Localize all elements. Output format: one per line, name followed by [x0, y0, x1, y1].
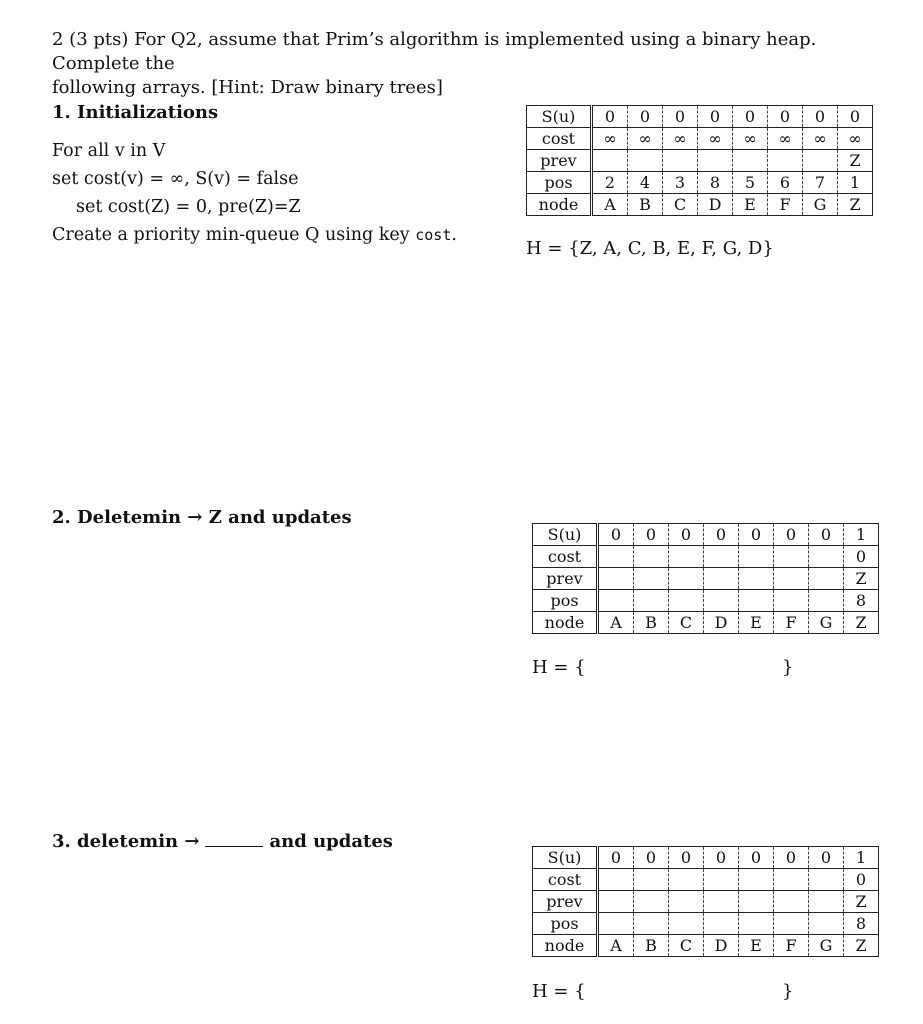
array-cell: A	[592, 194, 628, 216]
array-cell	[634, 891, 669, 913]
row-label: prev	[527, 150, 592, 172]
array-cell: 8	[698, 172, 733, 194]
step-set-cost-z: set cost(Z) = 0, pre(Z)=Z	[76, 197, 301, 217]
array-cell	[669, 913, 704, 935]
array-cell: Z	[838, 150, 873, 172]
array-cell: 0	[809, 847, 844, 869]
array-cell: 8	[844, 913, 879, 935]
problem-statement	[52, 28, 882, 100]
array-cell: 0	[598, 524, 634, 546]
array-cell: E	[739, 612, 774, 634]
row-cost	[533, 869, 879, 891]
problem-line-2: following arrays. [Hint: Draw binary trees]	[52, 77, 443, 98]
array-cell	[592, 150, 628, 172]
array-cell	[768, 150, 803, 172]
row-node	[533, 612, 879, 634]
array-cell: 0	[838, 106, 873, 128]
array-cell: 0	[634, 524, 669, 546]
array-cell	[669, 590, 704, 612]
array-cell: Z	[844, 935, 879, 957]
array-cell	[669, 568, 704, 590]
row-su	[533, 847, 879, 869]
section-3-title	[52, 831, 393, 852]
array-cell: 1	[844, 524, 879, 546]
array-cell	[663, 150, 698, 172]
array-cell	[739, 869, 774, 891]
array-cell	[704, 546, 739, 568]
array-cell: Z	[838, 194, 873, 216]
array-cell	[774, 869, 809, 891]
section-1-title: 1. Initializations	[52, 102, 219, 123]
array-cell	[628, 150, 663, 172]
array-cell: 2	[592, 172, 628, 194]
row-label: prev	[533, 891, 598, 913]
array-cell: 0	[698, 106, 733, 128]
array-cell	[598, 590, 634, 612]
array-cell	[774, 891, 809, 913]
array-cell: ∞	[803, 128, 838, 150]
array-cell: 0	[768, 106, 803, 128]
array-cell: Z	[844, 891, 879, 913]
array-cell: D	[704, 612, 739, 634]
array-cell	[704, 590, 739, 612]
row-prev	[533, 568, 879, 590]
row-cost	[533, 546, 879, 568]
queue-suffix: .	[451, 225, 457, 245]
step-create-queue	[52, 221, 457, 249]
section-2-title: 2. Deletemin → Z and updates	[52, 507, 352, 528]
array-cell: 0	[774, 847, 809, 869]
array-cell: F	[774, 612, 809, 634]
row-cost	[527, 128, 873, 150]
array-cell	[774, 546, 809, 568]
step2-heap-open: H = {	[532, 657, 586, 678]
array-cell: D	[704, 935, 739, 957]
array-cell: 0	[669, 847, 704, 869]
array-cell: G	[809, 612, 844, 634]
array-cell	[598, 869, 634, 891]
array-cell	[739, 568, 774, 590]
array-cell: ∞	[628, 128, 663, 150]
array-cell: C	[669, 935, 704, 957]
array-cell: 0	[809, 524, 844, 546]
array-cell	[634, 869, 669, 891]
row-label: node	[533, 612, 598, 634]
array-cell: 0	[844, 546, 879, 568]
row-node	[533, 935, 879, 957]
array-cell: A	[598, 935, 634, 957]
section-1-steps	[52, 137, 457, 249]
array-cell: 0	[803, 106, 838, 128]
step3-heap-close: }	[782, 981, 794, 1002]
array-cell: B	[628, 194, 663, 216]
array-cell: 3	[663, 172, 698, 194]
step3-array-table	[532, 846, 879, 957]
row-prev	[527, 150, 873, 172]
row-label: node	[527, 194, 592, 216]
array-cell: ∞	[768, 128, 803, 150]
array-cell: G	[809, 935, 844, 957]
row-label: S(u)	[533, 847, 598, 869]
array-cell: F	[768, 194, 803, 216]
section-3-title-prefix: 3. deletemin →	[52, 831, 200, 852]
array-cell: 0	[628, 106, 663, 128]
step2-array-table	[532, 523, 879, 634]
row-label: cost	[527, 128, 592, 150]
array-cell: 0	[592, 106, 628, 128]
array-cell	[598, 546, 634, 568]
array-cell: G	[803, 194, 838, 216]
array-cell	[698, 150, 733, 172]
array-cell: 1	[844, 847, 879, 869]
row-label: S(u)	[533, 524, 598, 546]
array-cell	[669, 546, 704, 568]
array-cell	[803, 150, 838, 172]
array-cell	[809, 568, 844, 590]
array-cell: E	[739, 935, 774, 957]
array-cell: B	[634, 612, 669, 634]
step3-heap-open: H = {	[532, 981, 586, 1002]
step-set-cost: set cost(v) = ∞, S(v) = false	[52, 169, 299, 189]
array-cell: 0	[704, 524, 739, 546]
row-label: node	[533, 935, 598, 957]
array-cell: 8	[844, 590, 879, 612]
row-label: cost	[533, 546, 598, 568]
array-cell	[704, 891, 739, 913]
row-pos	[533, 913, 879, 935]
array-cell	[739, 546, 774, 568]
array-cell: C	[669, 612, 704, 634]
array-cell	[704, 568, 739, 590]
array-cell	[704, 913, 739, 935]
array-cell: E	[733, 194, 768, 216]
array-cell	[739, 913, 774, 935]
array-cell: ∞	[663, 128, 698, 150]
array-cell: F	[774, 935, 809, 957]
array-cell	[598, 891, 634, 913]
queue-prefix: Create a priority min-queue Q using key	[52, 225, 416, 245]
init-heap: H = {Z, A, C, B, E, F, G, D}	[526, 238, 774, 259]
array-cell: 6	[768, 172, 803, 194]
array-cell	[774, 590, 809, 612]
init-array-table	[526, 105, 873, 216]
row-su	[533, 524, 879, 546]
row-pos	[533, 590, 879, 612]
row-label: cost	[533, 869, 598, 891]
array-cell: 0	[739, 847, 774, 869]
array-cell: 0	[739, 524, 774, 546]
array-cell: 0	[774, 524, 809, 546]
array-cell	[598, 568, 634, 590]
step2-heap-close: }	[782, 657, 794, 678]
section-3-title-suffix: and updates	[269, 831, 393, 852]
array-cell: 0	[704, 847, 739, 869]
array-cell: ∞	[698, 128, 733, 150]
array-cell	[774, 913, 809, 935]
array-cell: 0	[598, 847, 634, 869]
array-cell	[598, 913, 634, 935]
array-cell	[669, 891, 704, 913]
array-cell	[809, 546, 844, 568]
array-cell: 4	[628, 172, 663, 194]
array-cell: 0	[844, 869, 879, 891]
array-cell	[809, 891, 844, 913]
array-cell: 0	[634, 847, 669, 869]
array-cell: 0	[663, 106, 698, 128]
row-prev	[533, 891, 879, 913]
array-cell	[739, 590, 774, 612]
array-cell: 1	[838, 172, 873, 194]
array-cell	[634, 590, 669, 612]
row-pos	[527, 172, 873, 194]
row-label: S(u)	[527, 106, 592, 128]
array-cell: D	[698, 194, 733, 216]
row-label: pos	[533, 913, 598, 935]
array-cell: C	[663, 194, 698, 216]
step-for-all: For all v in V	[52, 141, 166, 161]
array-cell: ∞	[592, 128, 628, 150]
array-cell	[733, 150, 768, 172]
row-node	[527, 194, 873, 216]
row-label: pos	[533, 590, 598, 612]
array-cell: ∞	[733, 128, 768, 150]
array-cell	[634, 568, 669, 590]
array-cell	[669, 869, 704, 891]
array-cell: Z	[844, 612, 879, 634]
array-cell	[809, 869, 844, 891]
answer-blank	[205, 846, 263, 847]
array-cell: B	[634, 935, 669, 957]
array-cell	[634, 546, 669, 568]
array-cell: 5	[733, 172, 768, 194]
row-label: pos	[527, 172, 592, 194]
problem-line-1: 2 (3 pts) For Q2, assume that Prim’s algorithm is implemented using a binary heap. Complete the	[52, 29, 817, 74]
row-label: prev	[533, 568, 598, 590]
array-cell: A	[598, 612, 634, 634]
array-cell	[774, 568, 809, 590]
array-cell	[704, 869, 739, 891]
array-cell: 7	[803, 172, 838, 194]
array-cell: Z	[844, 568, 879, 590]
array-cell	[739, 891, 774, 913]
array-cell	[634, 913, 669, 935]
array-cell	[809, 913, 844, 935]
array-cell	[809, 590, 844, 612]
array-cell: 0	[733, 106, 768, 128]
row-su	[527, 106, 873, 128]
array-cell: ∞	[838, 128, 873, 150]
array-cell: 0	[669, 524, 704, 546]
queue-key: cost	[415, 226, 452, 244]
